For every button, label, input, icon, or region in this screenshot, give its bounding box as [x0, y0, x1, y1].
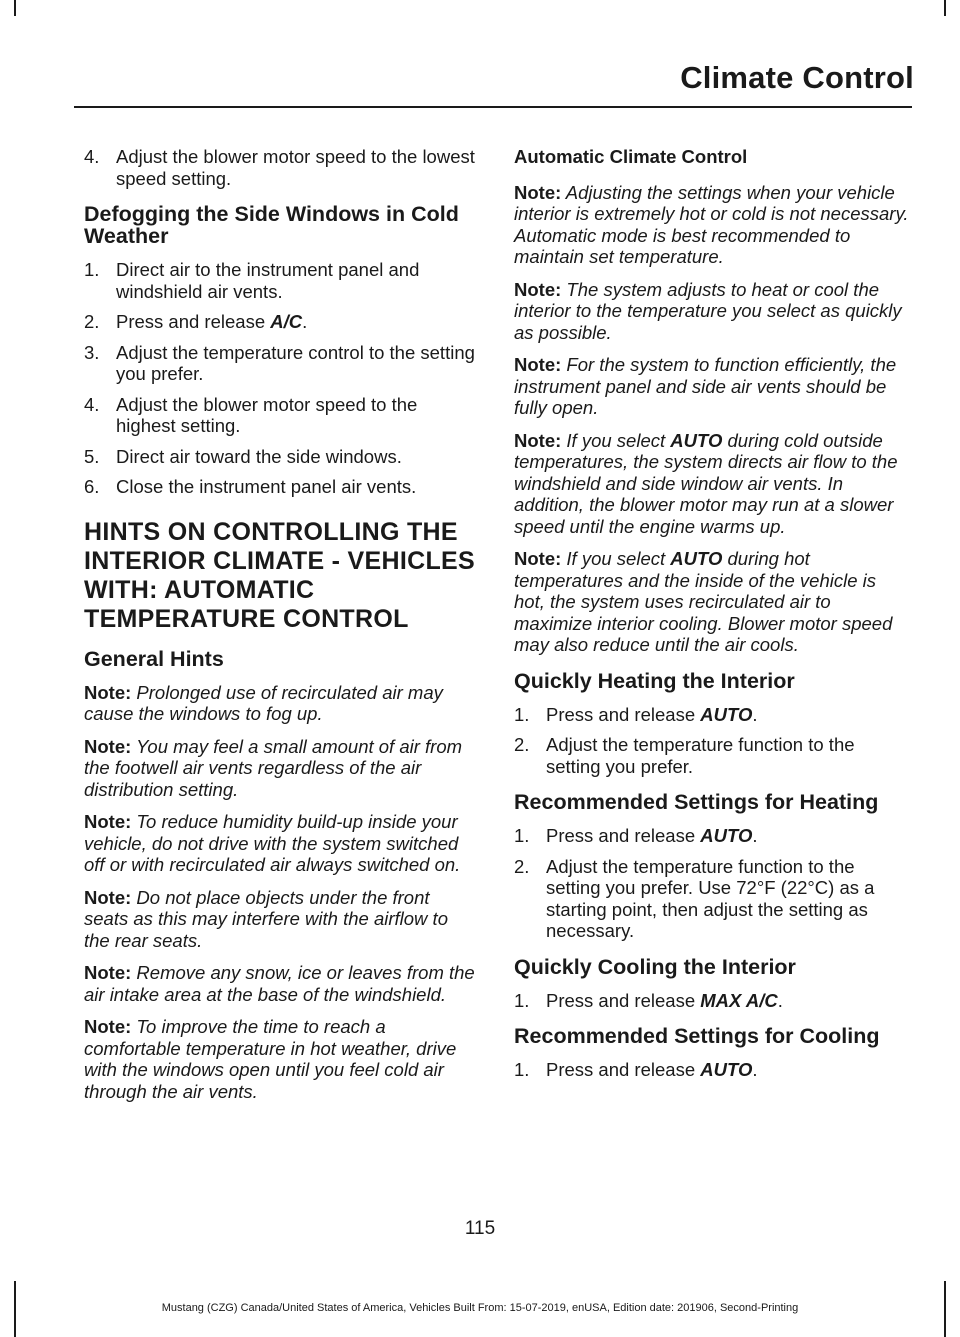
list-item: 4. Adjust the blower motor speed to the highest setting.	[84, 393, 418, 436]
list-item: 1. Press and release MAX A/C.	[514, 989, 783, 1011]
list-item: 1. Direct air to the instrument panel and windshield air vents.	[84, 259, 420, 302]
defog-heading: Defogging the Side Windows in Cold Weather	[84, 202, 459, 248]
note: Note: For the system to function efficiently, the instrument panel and side air vents should be fully open.	[514, 354, 897, 418]
list-item: 2. Adjust the temperature function to the setting you prefer.	[514, 734, 855, 777]
crop-mark-top-right	[944, 0, 946, 16]
control-keyword: AUTO	[700, 825, 753, 846]
control-keyword: AUTO	[670, 548, 723, 569]
note: Note: To reduce humidity build-up inside your vehicle, do not drive with the system switched off or with recirculated air always switched on.	[84, 811, 461, 875]
quick-heating-heading: Quickly Heating the Interior	[514, 668, 795, 693]
list-item: 1. Press and release AUTO.	[514, 1059, 758, 1080]
list-item: 2. Adjust the temperature function to the setting you prefer. Use 72°F (22°C) as a starting point, then adjust the setting as necessary.	[514, 855, 875, 941]
recommended-cooling-heading: Recommended Settings for Cooling	[514, 1024, 880, 1048]
control-keyword: AUTO	[670, 429, 723, 451]
list-item: 2. Press and release A/C.	[84, 311, 308, 332]
note: Note: You may feel a small amount of air from the footwell air vents regardless of the air distribution setting.	[84, 735, 463, 800]
list-item: 3. Adjust the temperature control to the setting you prefer.	[84, 341, 475, 384]
list-item: 4. Adjust the blower motor speed to the lowest speed setting.	[84, 146, 475, 189]
list-item: 6. Close the instrument panel air vents.	[84, 476, 417, 497]
note: Note: To improve the time to reach a comfortable temperature in hot weather, drive with the windows open until you feel cold air through the air vents.	[84, 1016, 457, 1102]
footer-edition-info: Mustang (CZG) Canada/United States of America, Vehicles Built From: 15-07-2019, enUSA, Edition date: 201906, Second-Printing	[161, 1302, 799, 1314]
automatic-climate-heading: Automatic Climate Control	[514, 146, 748, 167]
note: Note: If you select AUTO during cold outside temperatures, the system directs air flow to the windshield and side window air vents. In addition, the blower motor may run at a slower speed until the engine warms up.	[514, 429, 898, 537]
right-column	[514, 146, 909, 1090]
general-hints-heading: General Hints	[84, 646, 224, 671]
note: Note: Do not place objects under the front seats as this may interfere with the airflow to the rear seats.	[84, 886, 448, 951]
list-item: 5. Direct air toward the side windows.	[84, 445, 402, 467]
left-column	[84, 146, 476, 1113]
note: Note: Remove any snow, ice or leaves from the air intake area at the base of the windshield.	[84, 962, 475, 1005]
title-rule	[74, 106, 912, 108]
note: Note: If you select AUTO during hot temperatures and the inside of the vehicle is hot, the system uses recirculated air to maximize interior cooling. Blower motor speed may also reduce until the air cools.	[514, 548, 893, 655]
note: Note: Adjusting the settings when your vehicle interior is extremely hot or cold is not necessary. Automatic mode is best recommended to maintain set temperature.	[514, 181, 909, 267]
control-keyword: A/C	[270, 311, 303, 332]
list-item: 1. Press and release AUTO.	[514, 703, 758, 725]
note: Note: Prolonged use of recirculated air may cause the windows to fog up.	[84, 681, 443, 724]
control-keyword: AUTO	[700, 703, 753, 725]
quick-cooling-heading: Quickly Cooling the Interior	[514, 954, 796, 979]
list-item: 1. Press and release AUTO.	[514, 825, 758, 846]
note: Note: The system adjusts to heat or cool the interior to the temperature you select as quickly as possible.	[514, 278, 902, 343]
control-keyword: AUTO	[700, 1059, 753, 1080]
control-keyword: MAX A/C	[700, 989, 778, 1011]
page-title: Climate Control	[680, 60, 914, 95]
recommended-heating-heading: Recommended Settings for Heating	[514, 790, 879, 814]
crop-mark-top-left	[14, 0, 16, 16]
section-heading: HINTS ON CONTROLLING THE INTERIOR CLIMATE - VEHICLES WITH: AUTOMATIC TEMPERATURE CONTROL	[84, 517, 475, 633]
page-number: 115	[464, 1218, 496, 1239]
